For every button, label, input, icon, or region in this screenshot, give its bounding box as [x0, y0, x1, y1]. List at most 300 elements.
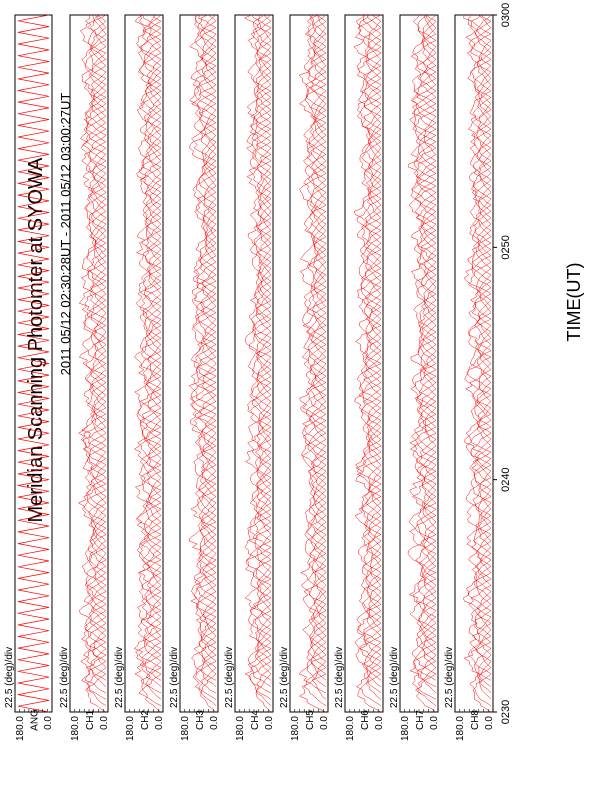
intensity-trace — [300, 256, 326, 294]
intensity-trace — [88, 440, 106, 478]
panel-ch8 — [444, 15, 495, 741]
intensity-trace — [91, 319, 106, 357]
intensity-trace — [145, 579, 162, 617]
intensity-trace — [251, 560, 271, 598]
intensity-trace — [200, 15, 216, 53]
intensity-trace — [357, 604, 381, 642]
intensity-trace — [369, 471, 381, 509]
panel-label: CH5 — [305, 709, 316, 731]
intensity-trace — [89, 211, 106, 249]
intensity-trace — [359, 535, 382, 573]
intensity-trace — [310, 199, 326, 237]
panel-label: CH3 — [195, 709, 206, 731]
intensity-trace — [142, 585, 162, 623]
intensity-trace — [468, 15, 491, 40]
intensity-trace — [307, 649, 326, 687]
intensity-trace — [409, 503, 436, 541]
intensity-trace — [425, 408, 436, 446]
intensity-trace — [365, 205, 381, 243]
intensity-trace — [305, 516, 326, 554]
intensity-trace — [478, 661, 491, 699]
intensity-trace — [408, 535, 436, 573]
intensity-trace — [93, 154, 106, 192]
intensity-trace — [466, 414, 491, 452]
intensity-trace — [196, 167, 216, 205]
intensity-trace — [138, 427, 161, 465]
intensity-trace — [355, 383, 381, 421]
intensity-trace — [475, 78, 491, 116]
intensity-trace — [418, 497, 436, 535]
intensity-trace — [469, 319, 491, 357]
intensity-trace — [87, 237, 106, 275]
intensity-trace — [421, 357, 437, 395]
intensity-trace — [467, 478, 492, 516]
intensity-trace — [475, 649, 491, 687]
intensity-trace — [409, 573, 436, 611]
intensity-trace — [418, 224, 436, 262]
intensity-trace — [300, 383, 327, 421]
intensity-trace — [191, 579, 216, 617]
intensity-trace — [420, 59, 436, 97]
intensity-trace — [88, 528, 106, 566]
intensity-trace — [409, 186, 436, 224]
intensity-trace — [477, 269, 491, 307]
intensity-trace — [357, 668, 382, 706]
intensity-trace — [89, 503, 106, 541]
intensity-trace — [201, 617, 216, 655]
intensity-trace — [474, 516, 491, 554]
intensity-trace — [247, 161, 271, 199]
intensity-trace — [416, 674, 437, 712]
intensity-trace — [419, 129, 437, 167]
x-tick-label: 0230 — [500, 699, 512, 725]
scale-label: 22.5 (deg)/div — [169, 646, 180, 708]
panel-label: CH8 — [470, 709, 481, 731]
panel-frame — [235, 15, 273, 712]
intensity-trace — [256, 66, 271, 104]
x-tick-label: 0300 — [500, 2, 512, 28]
intensity-trace — [411, 338, 436, 376]
panel-label: CH7 — [415, 709, 426, 731]
intensity-trace — [471, 123, 491, 161]
intensity-trace — [199, 668, 216, 706]
y-tick-label-top: 180.0 — [180, 716, 191, 742]
intensity-trace — [307, 135, 326, 173]
intensity-trace — [200, 535, 216, 573]
intensity-trace — [363, 15, 381, 34]
intensity-trace — [248, 389, 271, 427]
intensity-trace — [202, 135, 216, 173]
intensity-trace — [366, 116, 381, 154]
intensity-trace — [200, 97, 217, 135]
intensity-trace — [202, 269, 216, 307]
y-tick-label-top: 180.0 — [235, 716, 246, 742]
x-axis-ticks — [493, 3, 512, 724]
intensity-trace — [413, 433, 436, 471]
intensity-trace — [410, 471, 436, 509]
intensity-trace — [409, 148, 437, 186]
intensity-trace — [317, 15, 326, 28]
intensity-trace — [363, 649, 382, 687]
intensity-trace — [308, 332, 326, 370]
intensity-trace — [411, 370, 436, 408]
intensity-trace — [470, 211, 491, 249]
intensity-trace — [250, 230, 271, 268]
intensity-trace — [199, 528, 216, 566]
scale-label: 22.5 (deg)/div — [224, 646, 235, 708]
intensity-trace — [423, 47, 436, 85]
scale-label: 22.5 (deg)/div — [4, 646, 15, 708]
y-tick-label-top: 180.0 — [345, 716, 356, 742]
panel-label: CH1 — [85, 709, 96, 731]
intensity-trace — [89, 256, 107, 294]
intensity-trace — [90, 522, 106, 560]
intensity-trace — [201, 116, 217, 154]
intensity-trace — [420, 211, 436, 249]
intensity-trace — [146, 173, 161, 211]
intensity-trace — [84, 579, 106, 617]
intensity-trace — [363, 376, 381, 414]
intensity-trace — [196, 592, 216, 630]
intensity-trace — [313, 294, 326, 332]
intensity-trace — [248, 345, 271, 383]
intensity-trace — [358, 78, 381, 116]
intensity-trace — [299, 59, 326, 97]
intensity-trace — [257, 668, 271, 706]
intensity-trace — [257, 262, 272, 300]
intensity-trace — [312, 319, 326, 357]
intensity-trace — [247, 91, 271, 129]
intensity-trace — [310, 91, 326, 129]
intensity-trace — [362, 490, 381, 528]
intensity-trace — [475, 307, 491, 345]
intensity-trace — [248, 21, 271, 59]
intensity-trace — [471, 465, 491, 503]
y-tick-label-bottom: 0.0 — [99, 716, 110, 730]
rotated-plot-area — [4, 3, 584, 741]
intensity-trace — [200, 459, 216, 497]
intensity-trace — [305, 78, 326, 116]
intensity-trace — [137, 230, 162, 268]
intensity-trace — [364, 642, 381, 680]
intensity-trace — [250, 142, 271, 180]
intensity-trace — [135, 433, 162, 471]
intensity-trace — [365, 129, 381, 167]
y-tick-label-top: 180.0 — [15, 716, 26, 742]
intensity-trace — [148, 66, 162, 104]
intensity-trace — [366, 167, 381, 205]
intensity-trace — [424, 249, 436, 287]
intensity-trace — [309, 370, 326, 408]
intensity-trace — [416, 541, 436, 579]
panel-ch4 — [224, 15, 275, 741]
intensity-trace — [480, 15, 491, 21]
intensity-trace — [359, 370, 381, 408]
panel-label: CH6 — [360, 709, 371, 731]
intensity-trace — [303, 408, 326, 446]
intensity-trace — [410, 427, 436, 465]
scale-label: 22.5 (deg)/div — [59, 646, 70, 708]
intensity-trace — [255, 85, 271, 123]
intensity-trace — [477, 116, 491, 154]
intensity-trace — [200, 243, 216, 281]
y-tick-label-bottom: 0.0 — [429, 716, 440, 730]
scale-label: 22.5 (deg)/div — [279, 646, 290, 708]
intensity-trace — [253, 59, 271, 97]
intensity-trace — [362, 161, 381, 199]
intensity-trace — [91, 72, 106, 110]
y-tick-label-bottom: 0.0 — [264, 716, 275, 730]
y-tick-label-bottom: 0.0 — [43, 716, 54, 730]
panel-label: ANG — [29, 709, 41, 731]
intensity-trace — [365, 72, 381, 110]
intensity-trace — [89, 598, 106, 636]
intensity-trace — [464, 256, 491, 294]
intensity-trace — [311, 604, 326, 642]
panel-ch3 — [169, 15, 220, 741]
intensity-trace — [198, 395, 216, 433]
intensity-trace — [251, 370, 271, 408]
intensity-trace — [420, 547, 436, 585]
intensity-trace — [479, 471, 491, 509]
intensity-trace — [145, 116, 161, 154]
intensity-trace — [84, 66, 106, 104]
intensity-trace — [198, 484, 216, 522]
intensity-trace — [140, 110, 161, 148]
intensity-trace — [363, 338, 382, 376]
intensity-trace — [148, 478, 161, 516]
x-tick-label: 0240 — [500, 467, 512, 492]
intensity-trace — [248, 218, 271, 256]
intensity-trace — [468, 262, 491, 300]
intensity-trace — [310, 402, 326, 440]
intensity-trace — [85, 611, 106, 649]
intensity-trace — [306, 395, 326, 433]
intensity-trace — [479, 275, 492, 313]
intensity-trace — [79, 484, 107, 522]
intensity-trace — [419, 440, 436, 478]
scale-label: 22.5 (deg)/div — [114, 646, 125, 708]
intensity-trace — [196, 604, 216, 642]
panel-frame — [70, 15, 108, 712]
intensity-trace — [202, 364, 216, 402]
intensity-trace — [307, 313, 326, 351]
intensity-trace — [252, 313, 271, 351]
intensity-trace — [416, 623, 436, 661]
intensity-trace — [299, 655, 326, 693]
intensity-trace — [87, 364, 106, 402]
intensity-trace — [143, 414, 161, 452]
intensity-trace — [300, 389, 326, 427]
chart-title: Meridian Scanning Photomter at SYOWA — [25, 157, 47, 523]
intensity-trace — [90, 649, 106, 687]
intensity-trace — [413, 34, 436, 72]
intensity-trace — [252, 351, 271, 389]
intensity-trace — [93, 15, 106, 34]
intensity-trace — [477, 135, 491, 173]
intensity-trace — [307, 186, 326, 224]
intensity-trace — [136, 636, 161, 674]
intensity-trace — [465, 421, 491, 459]
intensity-trace — [193, 661, 216, 699]
intensity-trace — [203, 211, 216, 249]
intensity-trace — [141, 288, 161, 326]
intensity-trace — [191, 357, 216, 395]
intensity-trace — [191, 59, 216, 97]
y-tick-label-top: 180.0 — [290, 716, 301, 742]
intensity-trace — [190, 129, 216, 167]
panel-ch7 — [389, 15, 440, 741]
intensity-trace — [255, 78, 271, 116]
intensity-trace — [256, 674, 271, 712]
y-tick-label-bottom: 0.0 — [154, 716, 165, 730]
intensity-trace — [196, 478, 216, 516]
intensity-trace — [245, 319, 271, 357]
intensity-trace — [475, 15, 491, 53]
intensity-trace — [148, 345, 161, 383]
intensity-trace — [192, 573, 216, 611]
intensity-trace — [361, 389, 381, 427]
intensity-trace — [310, 351, 326, 389]
intensity-trace — [422, 560, 436, 598]
intensity-trace — [366, 313, 381, 351]
intensity-trace — [411, 256, 436, 294]
intensity-trace — [90, 585, 106, 623]
intensity-trace — [418, 566, 436, 604]
intensity-trace — [314, 478, 326, 516]
intensity-trace — [81, 116, 106, 154]
intensity-trace — [82, 40, 106, 78]
panels — [4, 15, 495, 741]
intensity-trace — [137, 154, 161, 192]
intensity-trace — [257, 421, 271, 459]
intensity-trace — [362, 135, 381, 173]
intensity-trace — [367, 15, 381, 28]
x-tick-label: 0250 — [500, 235, 512, 260]
intensity-trace — [259, 180, 271, 218]
intensity-trace — [366, 243, 381, 281]
intensity-trace — [201, 326, 216, 364]
intensity-trace — [410, 649, 436, 687]
intensity-trace — [255, 288, 271, 326]
panel-label: CH2 — [140, 709, 151, 731]
intensity-trace — [358, 674, 381, 712]
chart-subtitle: 2011 05/12 02:30:28UT - 2011 05/12 03:00:27UT — [58, 92, 73, 376]
panel-label: CH4 — [250, 709, 261, 731]
y-tick-label-bottom: 0.0 — [209, 716, 220, 730]
intensity-trace — [89, 34, 106, 72]
intensity-trace — [464, 15, 491, 34]
intensity-trace — [477, 617, 491, 655]
intensity-trace — [135, 471, 161, 509]
intensity-trace — [197, 585, 216, 623]
intensity-trace — [147, 97, 161, 135]
x-axis-label: TIME(UT) — [564, 262, 584, 342]
panel-ch6 — [334, 15, 385, 741]
intensity-trace — [82, 617, 107, 655]
intensity-trace — [364, 433, 381, 471]
intensity-trace — [354, 28, 381, 66]
intensity-trace — [357, 199, 381, 237]
intensity-trace — [257, 357, 271, 395]
intensity-trace — [420, 313, 436, 351]
intensity-trace — [474, 66, 491, 104]
intensity-trace — [191, 490, 216, 528]
intensity-trace — [478, 199, 491, 237]
intensity-trace — [469, 541, 491, 579]
intensity-trace — [469, 636, 492, 674]
intensity-trace — [368, 21, 381, 59]
intensity-trace — [192, 281, 216, 319]
intensity-trace — [470, 668, 491, 706]
intensity-trace — [473, 484, 491, 522]
intensity-trace — [147, 135, 161, 173]
intensity-trace — [362, 585, 381, 623]
intensity-trace — [471, 395, 491, 433]
intensity-trace — [362, 440, 381, 478]
intensity-trace — [474, 230, 491, 268]
intensity-trace — [140, 446, 161, 484]
intensity-trace — [86, 478, 106, 516]
panel-ch5 — [279, 15, 330, 741]
intensity-trace — [362, 351, 382, 389]
intensity-trace — [137, 91, 161, 129]
y-tick-label-top: 180.0 — [400, 716, 411, 742]
intensity-trace — [476, 326, 491, 364]
intensity-trace — [309, 573, 326, 611]
y-tick-label-bottom: 0.0 — [319, 716, 330, 730]
y-tick-label-top: 180.0 — [70, 716, 81, 742]
intensity-trace — [411, 135, 436, 173]
intensity-trace — [359, 307, 381, 345]
intensity-trace — [356, 326, 381, 364]
intensity-trace — [86, 623, 106, 661]
scale-label: 22.5 (deg)/div — [334, 646, 345, 708]
intensity-trace — [303, 611, 326, 649]
intensity-trace — [254, 224, 271, 262]
y-tick-label-bottom: 0.0 — [484, 716, 495, 730]
intensity-trace — [143, 78, 161, 116]
intensity-trace — [202, 452, 217, 490]
intensity-trace — [413, 85, 436, 123]
intensity-trace — [361, 566, 381, 604]
intensity-trace — [309, 490, 326, 528]
intensity-trace — [357, 47, 381, 85]
intensity-trace — [80, 15, 106, 53]
intensity-trace — [201, 288, 216, 326]
panel-frame — [400, 15, 438, 712]
panel-ch2 — [114, 15, 165, 741]
intensity-trace — [247, 123, 271, 161]
intensity-trace — [250, 592, 271, 630]
intensity-trace — [255, 604, 271, 642]
intensity-trace — [85, 300, 106, 338]
intensity-trace — [146, 237, 161, 275]
intensity-trace — [251, 459, 272, 497]
intensity-trace — [356, 452, 381, 490]
y-tick-label-top: 180.0 — [455, 716, 466, 742]
intensity-trace — [417, 459, 436, 497]
intensity-trace — [192, 85, 216, 123]
intensity-trace — [138, 560, 161, 598]
intensity-trace — [90, 28, 106, 66]
intensity-trace — [463, 579, 491, 617]
intensity-trace — [245, 579, 271, 617]
intensity-trace — [470, 623, 491, 661]
intensity-trace — [414, 294, 436, 332]
intensity-trace — [196, 332, 216, 370]
scale-label: 22.5 (deg)/div — [444, 646, 455, 708]
